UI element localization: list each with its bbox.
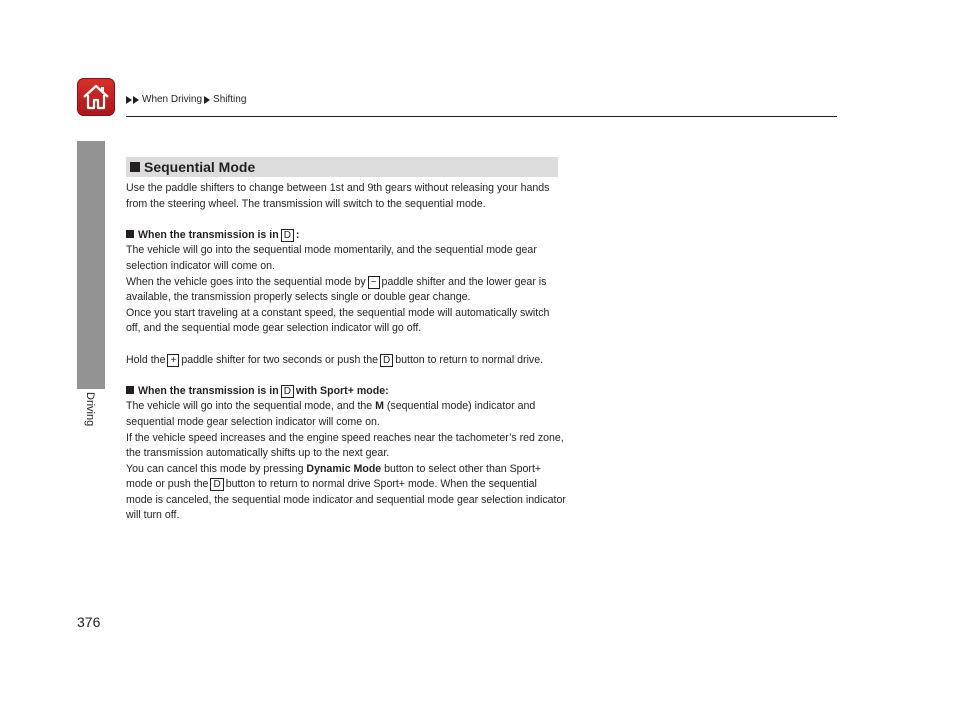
- intro-paragraph: Use the paddle shifters to change between 1st and 9th gears without releasing your hands from the steering wheel. The transmission will switch to the sequential mode.: [126, 182, 550, 210]
- subheading-square-icon: [126, 386, 134, 394]
- dynamic-mode-label: Dynamic Mode: [306, 462, 382, 475]
- breadcrumb-arrow-icon: [133, 96, 139, 104]
- subheading-sport-plus: When the transmission is in D with Sport+ mode:: [126, 384, 566, 400]
- breadcrumb-arrow-icon: [204, 96, 210, 104]
- chapter-sidebar-label: Driving: [84, 392, 96, 427]
- chapter-sidebar-tab[interactable]: [77, 141, 105, 389]
- d-button-icon: D: [380, 354, 393, 367]
- d-button-icon: D: [210, 478, 223, 491]
- paragraph: When the vehicle goes into the sequential mode by − paddle shifter and the lower gear is available, the transmission properly selects single or double gear change.: [126, 275, 547, 304]
- section-square-icon: [130, 162, 140, 172]
- paragraph: If the vehicle speed increases and the engine speed reaches near the tachometer’s red zone, the transmission automatically shifts up to the next gear.: [126, 431, 564, 460]
- paragraph: You can cancel this mode by pressing Dynamic Mode button to select other than Sport+ mode or push the D button to return to normal drive Sport+ mode. When the sequential mode is canceled, the sequential mode indicator and sequential mode gear selection indicator will turn off.: [126, 462, 566, 522]
- paragraph: The vehicle will go into the sequential mode, and the M (sequential mode) indicator and sequential mode gear selection indicator will come on.: [126, 400, 536, 428]
- breadcrumb: [126, 94, 246, 105]
- d-button-icon: D: [281, 385, 294, 398]
- paragraph: Once you start traveling at a constant speed, the sequential mode will automatically switch off, and the sequential mode gear selection indicator will go off.: [126, 306, 550, 335]
- minus-paddle-icon: −: [368, 276, 380, 289]
- header-divider: [126, 116, 837, 117]
- subheading-d-position: When the transmission is in D :: [126, 228, 566, 244]
- section-title: Sequential Mode: [144, 159, 256, 175]
- breadcrumb-arrow-icon: [126, 96, 132, 104]
- d-button-icon: D: [281, 229, 294, 242]
- paragraph: The vehicle will go into the sequential mode momentarily, and the sequential mode gear selection indicator will come on.: [126, 244, 537, 272]
- breadcrumb-item-when-driving[interactable]: When Driving: [142, 94, 203, 105]
- subheading-square-icon: [126, 230, 134, 238]
- m-indicator-label: M: [375, 400, 384, 413]
- plus-paddle-icon: +: [167, 354, 179, 367]
- content-body: [126, 181, 566, 524]
- home-icon: [82, 84, 110, 110]
- section-header: [126, 157, 558, 177]
- home-button[interactable]: [77, 78, 115, 116]
- breadcrumb-item-shifting[interactable]: Shifting: [213, 94, 247, 105]
- page-number: 376: [77, 614, 101, 630]
- paragraph: Hold the + paddle shifter for two seconds or push the D button to return to normal drive.: [126, 353, 544, 366]
